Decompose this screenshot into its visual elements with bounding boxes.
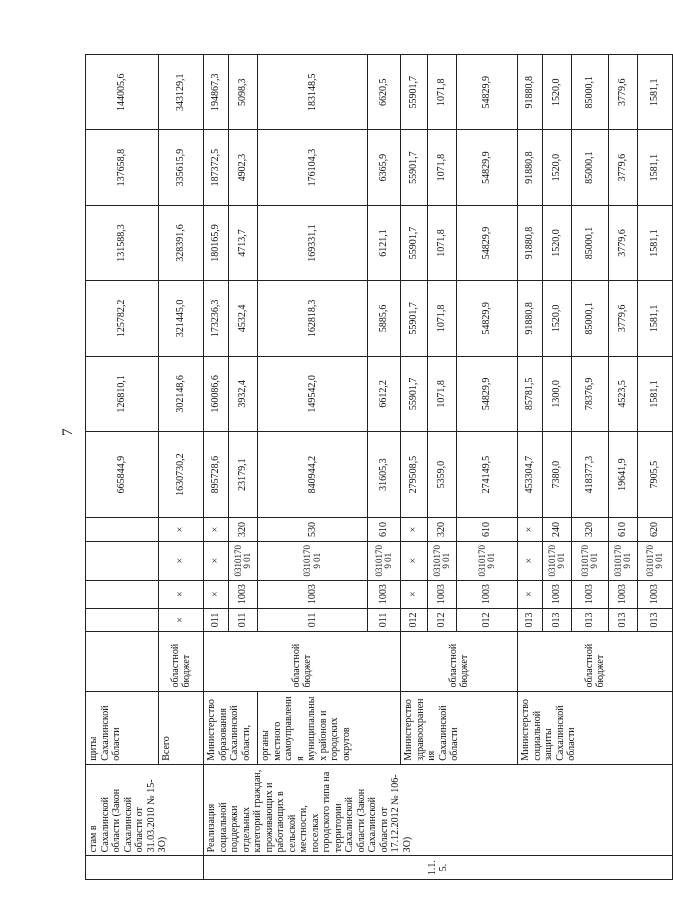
y2015-cell: 4532,4 <box>229 281 258 356</box>
executor-cell: Министерство социальной защиты Сахалинской области <box>518 691 673 764</box>
grbs-cell: 013 <box>609 608 638 632</box>
executor-continued: щиты Сахалинской области <box>86 691 159 764</box>
table-row <box>401 55 428 880</box>
y2017-cell: 335615,9 <box>159 130 204 205</box>
total-cell: 31605,3 <box>368 432 401 518</box>
y2016-cell: 91880,8 <box>518 205 543 280</box>
y2015-cell: 1071,8 <box>428 281 457 356</box>
vr-cell: 320 <box>229 518 258 542</box>
total-cell: 23179,1 <box>229 432 258 518</box>
csr-cell: 03101709 01 <box>609 541 638 580</box>
y2018-cell: 1581,1 <box>638 55 673 130</box>
total-cell: 665844,9 <box>86 432 159 518</box>
y2018-cell: 1520,0 <box>543 55 572 130</box>
page-number: 7 <box>60 428 76 436</box>
rz-cell: × <box>518 580 543 608</box>
y2016-cell: 180165,9 <box>204 205 229 280</box>
grbs-cell: 013 <box>638 608 673 632</box>
rz-cell: 1003 <box>368 580 401 608</box>
rz-cell: 1003 <box>258 580 368 608</box>
y2014-cell: 3932,4 <box>229 356 258 431</box>
y2018-cell: 6620,5 <box>368 55 401 130</box>
rz-cell: 1003 <box>543 580 572 608</box>
y2018-cell: 55901,7 <box>401 55 428 130</box>
y2014-cell: 126810,1 <box>86 356 159 431</box>
y2017-cell: 137658,8 <box>86 130 159 205</box>
vr-cell: × <box>401 518 428 542</box>
rz-cell: × <box>204 580 229 608</box>
total-cell: 7380,0 <box>543 432 572 518</box>
y2016-cell: 131588,3 <box>86 205 159 280</box>
y2018-cell: 144005,6 <box>86 55 159 130</box>
rz-cell: 1003 <box>572 580 609 608</box>
y2015-cell: 54829,9 <box>457 281 518 356</box>
vr-cell: 610 <box>609 518 638 542</box>
executor-cell: Всего <box>159 691 204 764</box>
y2017-cell: 1071,8 <box>428 130 457 205</box>
y2018-cell: 183148,5 <box>258 55 368 130</box>
vr-cell: × <box>159 518 204 542</box>
source-cell: областной бюджет <box>204 632 401 691</box>
y2016-cell: 1071,8 <box>428 205 457 280</box>
y2015-cell: 1581,1 <box>638 281 673 356</box>
rz-cell: 1003 <box>609 580 638 608</box>
source-cell: областной бюджет <box>518 632 673 691</box>
y2017-cell: 1520,0 <box>543 130 572 205</box>
program-name-continued: стам в Сахалинской области (Закон Сахалинской области от 31.03.2010 № 15-ЗО) <box>86 764 204 856</box>
y2014-cell: 1581,1 <box>638 356 673 431</box>
y2018-cell: 54829,9 <box>457 55 518 130</box>
y2017-cell: 6365,9 <box>368 130 401 205</box>
y2016-cell: 3779,6 <box>609 205 638 280</box>
grbs-cell: 013 <box>543 608 572 632</box>
total-cell: 840944,2 <box>258 432 368 518</box>
source-cell <box>86 632 159 691</box>
total-cell: 19641,9 <box>609 432 638 518</box>
csr-cell: 03101709 01 <box>428 541 457 580</box>
vr-cell: 530 <box>258 518 368 542</box>
total-cell: 279508,5 <box>401 432 428 518</box>
rz-cell: 1003 <box>638 580 673 608</box>
y2017-cell: 3779,6 <box>609 130 638 205</box>
grbs-cell: 012 <box>457 608 518 632</box>
y2016-cell: 169331,1 <box>258 205 368 280</box>
y2016-cell: 6121,1 <box>368 205 401 280</box>
y2015-cell: 125782,2 <box>86 281 159 356</box>
y2017-cell: 91880,8 <box>518 130 543 205</box>
source-cell: областной бюджет <box>401 632 518 691</box>
y2016-cell: 1520,0 <box>543 205 572 280</box>
y2015-cell: 1520,0 <box>543 281 572 356</box>
csr-cell: × <box>159 541 204 580</box>
csr-cell: 03101709 01 <box>258 541 368 580</box>
y2015-cell: 162818,3 <box>258 281 368 356</box>
rz-cell: 1003 <box>428 580 457 608</box>
grbs-cell: 011 <box>258 608 368 632</box>
rz-cell <box>86 580 159 608</box>
y2018-cell: 5098,3 <box>229 55 258 130</box>
y2017-cell: 85000,1 <box>572 130 609 205</box>
csr-cell: × <box>401 541 428 580</box>
total-cell: 274149,5 <box>457 432 518 518</box>
vr-cell: 320 <box>428 518 457 542</box>
y2018-cell: 194867,3 <box>204 55 229 130</box>
table-row <box>204 55 229 880</box>
y2014-cell: 149542,0 <box>258 356 368 431</box>
rotated-table-wrapper <box>85 54 664 880</box>
y2017-cell: 187372,5 <box>204 130 229 205</box>
y2016-cell: 4713,7 <box>229 205 258 280</box>
total-cell: 895728,6 <box>204 432 229 518</box>
csr-cell: × <box>518 541 543 580</box>
vr-cell: × <box>518 518 543 542</box>
y2014-cell: 302148,6 <box>159 356 204 431</box>
y2014-cell: 85781,5 <box>518 356 543 431</box>
grbs-cell: 011 <box>229 608 258 632</box>
executor-cell: Министерство здравоохранения Сахалинской области <box>401 691 518 764</box>
csr-cell: 03101709 01 <box>229 541 258 580</box>
source-cell: областной бюджет <box>159 632 204 691</box>
total-cell: 7905,5 <box>638 432 673 518</box>
y2017-cell: 176104,3 <box>258 130 368 205</box>
vr-cell: 240 <box>543 518 572 542</box>
y2014-cell: 1071,8 <box>428 356 457 431</box>
item-number: 1.1.5. <box>204 856 673 880</box>
y2016-cell: 1581,1 <box>638 205 673 280</box>
csr-cell <box>86 541 159 580</box>
grbs-cell: 012 <box>401 608 428 632</box>
rz-cell: 1003 <box>229 580 258 608</box>
grbs-cell: 011 <box>204 608 229 632</box>
y2014-cell: 1300,0 <box>543 356 572 431</box>
budget-table <box>85 54 673 880</box>
y2014-cell: 4523,5 <box>609 356 638 431</box>
grbs-cell: 013 <box>518 608 543 632</box>
csr-cell: 03101709 01 <box>368 541 401 580</box>
y2014-cell: 78376,9 <box>572 356 609 431</box>
y2015-cell: 85000,1 <box>572 281 609 356</box>
executor-cell: органы местного самоуправления муниципальных районов и городских округов <box>258 691 401 764</box>
y2016-cell: 85000,1 <box>572 205 609 280</box>
total-cell: 453304,7 <box>518 432 543 518</box>
rz-cell: × <box>159 580 204 608</box>
total-cell: 1630730,2 <box>159 432 204 518</box>
table-row <box>86 55 159 880</box>
executor-cell: Министерство образования Сахалинской области, <box>204 691 258 764</box>
vr-cell: × <box>204 518 229 542</box>
table-row <box>159 55 204 880</box>
y2016-cell: 328391,6 <box>159 205 204 280</box>
y2015-cell: 5885,6 <box>368 281 401 356</box>
grbs-cell <box>86 608 159 632</box>
y2016-cell: 54829,9 <box>457 205 518 280</box>
vr-cell: 610 <box>368 518 401 542</box>
y2015-cell: 321445,0 <box>159 281 204 356</box>
y2014-cell: 55901,7 <box>401 356 428 431</box>
total-cell: 5359,0 <box>428 432 457 518</box>
y2015-cell: 55901,7 <box>401 281 428 356</box>
csr-cell: × <box>204 541 229 580</box>
grbs-cell: 011 <box>368 608 401 632</box>
y2018-cell: 3779,6 <box>609 55 638 130</box>
table-row <box>518 55 543 880</box>
rz-cell: 1003 <box>457 580 518 608</box>
csr-cell: 03101709 01 <box>543 541 572 580</box>
y2014-cell: 54829,9 <box>457 356 518 431</box>
vr-cell: 610 <box>457 518 518 542</box>
y2015-cell: 173236,3 <box>204 281 229 356</box>
csr-cell: 03101709 01 <box>457 541 518 580</box>
csr-cell: 03101709 01 <box>638 541 673 580</box>
total-cell: 418377,3 <box>572 432 609 518</box>
csr-cell: 03101709 01 <box>572 541 609 580</box>
y2016-cell: 55901,7 <box>401 205 428 280</box>
y2017-cell: 55901,7 <box>401 130 428 205</box>
grbs-cell: × <box>159 608 204 632</box>
item-name: Реализация социальной поддержки отдельных категорий граждан, проживающих и работающих в сельской местности, поселках городского типа на территории Сахалинской области (Закон Сахалинской области от 17.12.2012 № 106-ЗО) <box>204 764 673 856</box>
rz-cell: × <box>401 580 428 608</box>
y2015-cell: 3779,6 <box>609 281 638 356</box>
y2018-cell: 343129,1 <box>159 55 204 130</box>
y2017-cell: 4902,3 <box>229 130 258 205</box>
grbs-cell: 012 <box>428 608 457 632</box>
y2017-cell: 1581,1 <box>638 130 673 205</box>
vr-cell <box>86 518 159 542</box>
y2014-cell: 6612,2 <box>368 356 401 431</box>
grbs-cell: 013 <box>572 608 609 632</box>
y2014-cell: 160086,6 <box>204 356 229 431</box>
y2017-cell: 54829,9 <box>457 130 518 205</box>
vr-cell: 620 <box>638 518 673 542</box>
y2018-cell: 1071,8 <box>428 55 457 130</box>
y2018-cell: 85000,1 <box>572 55 609 130</box>
y2015-cell: 91880,8 <box>518 281 543 356</box>
vr-cell: 320 <box>572 518 609 542</box>
table-row <box>258 55 368 880</box>
y2018-cell: 91880,8 <box>518 55 543 130</box>
